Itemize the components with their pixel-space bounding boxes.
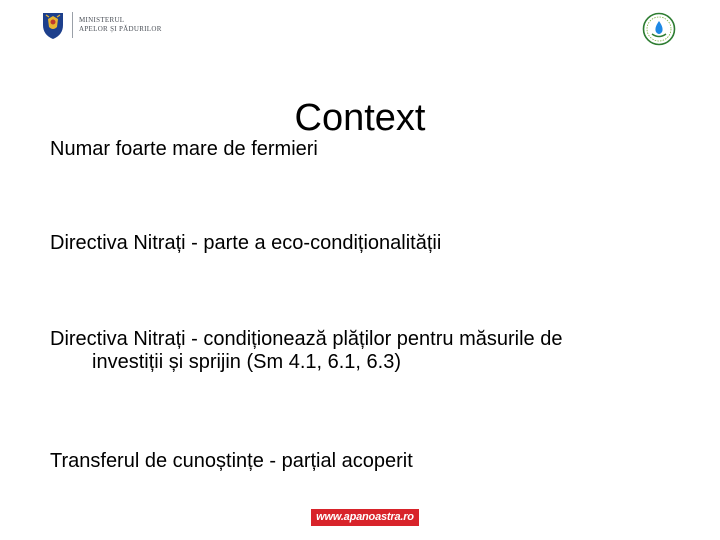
ministry-name [79, 16, 162, 34]
bullet-item [50, 232, 690, 255]
website-link[interactable]: www.apanoastra.ro [311, 509, 419, 526]
bullet-item [50, 450, 690, 473]
coat-of-arms-icon [40, 10, 66, 40]
ministry-line-2: APELOR ȘI PĂDURILOR [79, 25, 162, 33]
bullet-item [50, 328, 690, 374]
bullet-continuation: investiții și sprijin (Sm 4.1, 6.1, 6.3) [92, 351, 401, 373]
slide-title-text: Context [294, 97, 426, 140]
bullet-text: Transferul de cunoștințe - parțial acoperit [50, 450, 413, 472]
water-drop-logo-icon [642, 12, 676, 46]
slide-title [0, 97, 720, 140]
bullet-text: Directiva Nitrați - parte a eco-condiționalității [50, 232, 442, 254]
ministry-line-1: MINISTERUL [79, 16, 125, 24]
ministry-divider [72, 12, 73, 38]
ministry-logo [40, 10, 162, 40]
bullet-text: Numar foarte mare de fermieri [50, 138, 318, 160]
bullet-text: Directiva Nitrați - condiționează plăților pentru măsurile de [50, 328, 563, 350]
bullet-item [50, 138, 690, 161]
